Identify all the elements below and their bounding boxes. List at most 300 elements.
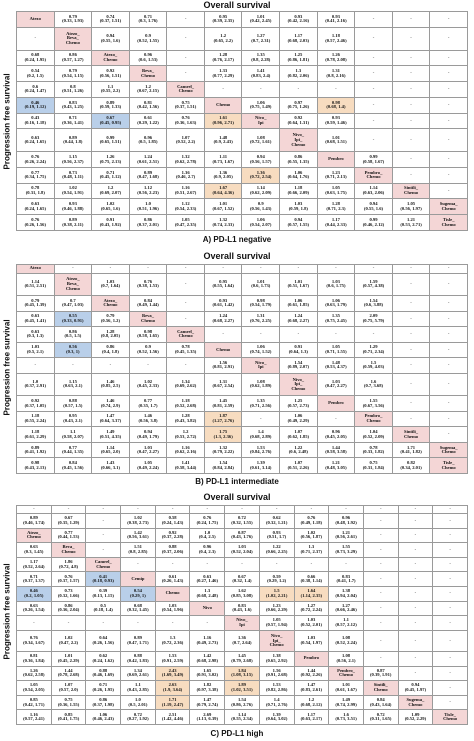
matrix-cell — [242, 50, 280, 66]
matrix-cell — [17, 82, 55, 98]
matrix-cell — [92, 265, 130, 274]
cell-text: 0.77 — [31, 169, 40, 175]
cell-text: (0.57, 1.94) — [265, 621, 288, 627]
cell-text: (0.43, 2.85) — [127, 686, 149, 692]
matrix-cell — [17, 273, 55, 296]
cell-text: - — [449, 605, 451, 611]
cell-text: Chemo — [141, 72, 156, 78]
matrix-cell — [92, 27, 130, 50]
cell-text: 0.94 — [144, 428, 153, 434]
matrix-cell — [17, 506, 52, 514]
cell-text: - — [410, 172, 412, 178]
matrix-cell — [317, 273, 355, 296]
cell-text: 1.09 — [411, 711, 420, 717]
cell-text: 0.79 — [31, 297, 40, 303]
matrix-cell — [54, 50, 92, 66]
matrix-cell — [167, 183, 205, 199]
matrix-cell — [433, 601, 468, 616]
panel-c-title: Overall survival — [203, 492, 271, 502]
cell-text: (0.61, 1.67) — [335, 686, 357, 692]
matrix-cell — [129, 442, 167, 458]
cell-text: - — [33, 619, 35, 625]
cell-text: (0.86, 1.81) — [287, 56, 310, 62]
cell-text: 1.34 — [181, 378, 190, 384]
matrix-cell — [17, 373, 55, 396]
matrix-cell — [392, 66, 430, 82]
matrix-cell — [259, 666, 294, 681]
cell-text: (0.58, 3.58) — [325, 449, 347, 455]
matrix-cell — [204, 373, 242, 396]
matrix-cell — [392, 129, 430, 152]
matrix-cell — [280, 427, 318, 443]
matrix-cell — [17, 601, 52, 616]
cell-text: 0.83 — [342, 573, 351, 579]
cell-text: Sugema_ — [439, 444, 458, 450]
matrix-cell — [398, 543, 433, 558]
cell-text: (0.44, 1.53) — [57, 534, 80, 540]
matrix-cell — [17, 311, 55, 327]
cell-text: (0.34, 1.67) — [23, 639, 45, 645]
cell-text: (0.59, 4.03) — [362, 364, 385, 370]
matrix-cell — [86, 630, 121, 651]
cell-text: (0.49, 2.73) — [196, 639, 218, 645]
cell-text: 1.31 — [331, 68, 340, 74]
cell-text: (0.66, 2.25) — [265, 549, 288, 554]
cell-text: (0.74, 1.52) — [250, 348, 272, 354]
cell-text: Chemo — [269, 642, 284, 648]
matrix-cell — [242, 296, 280, 312]
cell-text: (0.62, 2.16) — [174, 449, 197, 455]
matrix-cell — [317, 199, 355, 215]
cell-text: Beva_ — [66, 281, 79, 286]
matrix-cell — [155, 601, 190, 616]
cell-text: 0.78 — [181, 344, 190, 350]
matrix-cell — [190, 557, 225, 572]
cell-text: - — [447, 117, 450, 123]
matrix-cell — [17, 427, 55, 443]
cell-text: 1.28 — [331, 201, 340, 207]
treatment-label-cell — [86, 557, 121, 572]
cell-text: 1.1 — [343, 617, 349, 623]
matrix-cell — [86, 681, 121, 696]
cell-text: Atezo_ — [103, 297, 118, 303]
matrix-cell — [363, 543, 398, 558]
matrix-cell — [54, 442, 92, 458]
cell-text: 1.03 — [307, 635, 316, 641]
cell-text: 1.36 — [219, 169, 228, 175]
cell-text: (0.62, 1.89) — [250, 383, 272, 389]
treatment-label-cell — [294, 651, 329, 666]
matrix-cell — [259, 528, 294, 543]
cell-text: (0.52, 2.09) — [362, 433, 385, 439]
cell-text: (0.29, 1.22) — [137, 119, 159, 125]
cell-text: (0.53, 2.71) — [400, 221, 422, 227]
matrix-cell — [398, 651, 433, 666]
cell-text: 0.6 — [32, 83, 39, 89]
treatment-label-cell — [242, 113, 280, 129]
cell-text: (0.86, 2.76) — [231, 701, 253, 707]
cell-text: 1.16 — [181, 185, 190, 191]
cell-text: (0.45, 1.41) — [24, 317, 46, 323]
cell-text: (0.78, 2.68) — [57, 672, 80, 678]
cell-text: 0.71 — [106, 169, 115, 175]
cell-text: (0.83, 2.4) — [251, 72, 271, 78]
cell-text: 0.71 — [99, 682, 108, 688]
cell-text: (0.79, 2.68) — [231, 657, 253, 663]
cell-text: 1.17 — [29, 559, 38, 564]
cell-text: (0.39, 2.35) — [212, 18, 234, 24]
cell-text: (0.3, 1.45) — [24, 549, 44, 554]
matrix-cell — [17, 557, 52, 572]
matrix-cell — [17, 514, 52, 529]
cell-text: - — [297, 265, 300, 271]
cell-text: 0.77 — [68, 444, 77, 450]
matrix-cell — [17, 183, 55, 199]
matrix-row — [17, 528, 468, 543]
cell-text: (0.54, 1.91) — [62, 190, 84, 196]
cell-text: 0.54 — [133, 588, 142, 594]
matrix-cell — [167, 66, 205, 82]
matrix-cell — [398, 601, 433, 616]
matrix-cell — [54, 183, 92, 199]
cell-text: (0.6, 1.73) — [251, 283, 271, 289]
matrix-cell — [190, 572, 225, 587]
cell-text: (0.7, 1.64) — [100, 283, 121, 289]
cell-text: Pembro_ — [337, 667, 355, 673]
matrix-cell — [51, 651, 86, 666]
matrix-cell — [167, 152, 205, 168]
matrix-cell — [51, 630, 86, 651]
cell-text: 1.17 — [331, 217, 340, 222]
matrix-cell — [129, 199, 167, 215]
matrix-cell — [392, 113, 430, 129]
matrix-cell — [167, 427, 205, 443]
cell-text: (0.63, 1.79) — [325, 302, 347, 308]
cell-text: (0.82, 2.06) — [287, 72, 310, 78]
cell-text: (0.9, 2.43) — [213, 139, 233, 145]
cell-text: (0.32, 1.66) — [57, 592, 80, 598]
cell-text: 0.59 — [272, 573, 281, 579]
matrix-cell — [363, 586, 398, 601]
cell-text: (0.36, 1.84) — [23, 657, 45, 663]
matrix-cell — [433, 506, 468, 514]
matrix-cell — [155, 506, 190, 514]
cell-text: 0.39 — [99, 588, 108, 594]
cell-text: - — [372, 70, 375, 76]
cell-text: Pembro — [328, 400, 344, 406]
matrix-cell — [225, 586, 260, 601]
cell-text: Chemo — [103, 302, 118, 308]
cell-text: (0.46, 2.43) — [92, 716, 114, 722]
cell-text: (0.31, 1.84) — [362, 464, 385, 470]
cell-text: - — [372, 101, 375, 107]
matrix-cell — [17, 97, 55, 113]
cell-text: - — [449, 546, 451, 552]
cell-text: (0.44, 1.35) — [62, 449, 84, 455]
cell-text: (0.8, 2.16) — [326, 72, 346, 78]
matrix-cell — [259, 557, 294, 572]
matrix-cell — [204, 152, 242, 168]
cell-text: - — [102, 517, 104, 523]
cell-text: 1.33 — [219, 68, 228, 74]
cell-text: 0.68 — [31, 52, 40, 58]
cell-text: (0.69, 2.07) — [99, 190, 122, 196]
cell-text: (0.51, 2.67) — [174, 190, 197, 196]
cell-text: 1.14 — [369, 185, 378, 191]
cell-text: (0.61, 1.42) — [212, 302, 234, 308]
cell-text: Ipi_ — [294, 381, 303, 387]
cell-text: 0.85 — [64, 711, 73, 717]
cell-text: 0.98 — [31, 460, 40, 466]
cell-text: 1.36 — [256, 169, 265, 175]
cell-text: - — [137, 561, 139, 567]
cell-text: (0.84, 2.76) — [250, 449, 272, 455]
matrix-cell — [294, 630, 329, 651]
matrix-cell — [190, 710, 225, 725]
matrix-cell — [355, 82, 393, 98]
cell-text: 1.16 — [181, 444, 190, 450]
cell-text: 1.64 — [307, 588, 316, 594]
cell-text: Ipi_ — [294, 136, 303, 142]
cell-text: (0.51, 1.96) — [137, 205, 159, 211]
matrix-cell — [433, 543, 468, 558]
cell-text: (0.48, 3.05) — [325, 464, 347, 470]
cell-text: 1.01 — [342, 682, 351, 688]
cell-text: 1.0 — [204, 529, 211, 535]
matrix-cell — [430, 152, 468, 168]
matrix-cell — [280, 82, 318, 98]
matrix-cell — [294, 601, 329, 616]
treatment-label-cell — [17, 528, 52, 543]
cell-text: (0.41, 1.7) — [336, 578, 356, 584]
matrix-cell — [355, 311, 393, 327]
cell-text: 1.28 — [106, 328, 115, 334]
cell-text: (0.91, 2.68) — [265, 672, 288, 678]
matrix-cell — [204, 183, 242, 199]
cell-text: 1.01 — [294, 278, 303, 284]
panel-pdl1-intermediate — [0, 248, 474, 488]
cell-text: (1.19, 2.47) — [161, 701, 184, 707]
cell-text: (0.68, 2.27) — [287, 317, 310, 323]
matrix-cell — [121, 514, 156, 529]
matrix-cell — [392, 442, 430, 458]
matrix-cell — [430, 427, 468, 443]
cell-text: (0.64, 1.76) — [287, 174, 310, 180]
cell-text: 1.27 — [307, 602, 316, 608]
cell-text: 1.16 — [29, 711, 38, 717]
matrix-cell — [329, 528, 364, 543]
cell-text: (0.6, 1.53) — [138, 56, 158, 62]
cell-text: - — [449, 532, 451, 538]
treatment-label-cell — [92, 296, 130, 312]
matrix-cell — [86, 601, 121, 616]
matrix-cell — [317, 342, 355, 358]
cell-text: (0.56, 2.61) — [335, 534, 357, 540]
matrix-cell — [317, 358, 355, 374]
matrix-cell — [363, 514, 398, 529]
matrix-cell — [17, 342, 55, 358]
matrix-cell — [430, 396, 468, 412]
cell-text: (0.24, 1.65) — [24, 205, 46, 211]
cell-text: 0.91 — [106, 217, 115, 222]
cell-text: - — [345, 506, 347, 512]
cell-text: 0.62 — [99, 653, 108, 659]
cell-text: Ipi — [239, 621, 245, 627]
cell-text: 1.14 — [31, 278, 40, 284]
cell-text: (0.45, 1.39) — [24, 302, 46, 308]
matrix-cell — [329, 681, 364, 696]
cell-text: Chemo — [103, 56, 118, 62]
matrix-cell — [225, 506, 260, 514]
matrix-cell — [190, 543, 225, 558]
cell-text: - — [184, 16, 187, 22]
treatment-label-cell — [54, 273, 92, 296]
cell-text: (0.82, 2.86) — [265, 686, 288, 692]
cell-text: (0.75, 1.49) — [250, 104, 272, 110]
cell-text: Beva_ — [142, 68, 155, 74]
treatment-label-cell — [190, 601, 225, 616]
cell-text: - — [34, 35, 37, 41]
cell-text: 0.92 — [106, 68, 115, 74]
cell-text: 0.79 — [68, 13, 77, 19]
cell-text: (0.47, 1.68) — [137, 174, 159, 180]
cell-text: 1.06 — [256, 217, 265, 222]
cell-text: - — [449, 699, 451, 705]
cell-text: 1.01 — [256, 278, 265, 284]
cell-text: 0.61 — [168, 573, 177, 579]
cell-text: (0.75, 2.13) — [99, 158, 122, 164]
cell-text: 1.29 — [369, 344, 378, 350]
cell-text: (0.42, 2.45) — [250, 18, 272, 24]
matrix-row — [17, 82, 468, 98]
cell-text: 1.31 — [219, 378, 228, 384]
matrix-cell — [121, 651, 156, 666]
cell-text: (0.85, 2.5) — [100, 383, 121, 389]
cell-text: (0.44, 2.33) — [325, 221, 347, 227]
matrix-cell — [86, 572, 121, 587]
matrix-cell — [54, 167, 92, 183]
cell-text: 1.3 — [295, 68, 302, 74]
cell-text: 1.07 — [181, 134, 190, 140]
cell-text: 0.62 — [272, 515, 281, 521]
matrix-cell — [398, 666, 433, 681]
cell-text: 2.43 — [168, 667, 177, 673]
matrix-cell — [317, 82, 355, 98]
cell-text: 1.86 — [64, 559, 73, 564]
treatment-label-cell — [363, 681, 398, 696]
matrix-cell — [225, 601, 260, 616]
cell-text: (0.56, 3.8) — [138, 418, 158, 424]
cell-text: - — [447, 156, 450, 162]
matrix-row — [17, 129, 468, 152]
cell-text: - — [372, 265, 375, 271]
cell-text: - — [372, 117, 375, 123]
matrix-cell — [242, 273, 280, 296]
matrix-cell — [17, 27, 55, 50]
cell-text: (0.58, 1.65) — [137, 333, 159, 339]
cell-text: 0.64 — [99, 635, 108, 641]
matrix-cell — [190, 616, 225, 631]
cell-text: - — [449, 517, 451, 523]
cell-text: (0.38, 2.73) — [127, 519, 149, 525]
matrix-cell — [430, 113, 468, 129]
cell-text: 1.6 — [343, 711, 349, 717]
cell-text: 1.46 — [106, 397, 115, 403]
treatment-label-cell — [433, 710, 468, 725]
cell-text: 1.2 — [182, 428, 189, 434]
panel-pdl1-high — [0, 490, 474, 741]
cell-text: (0.5, 2.01) — [128, 701, 148, 707]
cell-text: 0.86 — [64, 602, 73, 608]
treatment-label-cell — [17, 12, 55, 28]
cell-text: - — [410, 281, 412, 286]
cell-text: - — [410, 35, 412, 41]
cell-text: - — [379, 561, 382, 567]
cell-text: (0.47, 1.71) — [127, 639, 149, 645]
cell-text: 0.77 — [144, 397, 153, 403]
cell-text: Beva_ — [142, 313, 155, 319]
cell-text: - — [102, 506, 104, 512]
matrix-row — [17, 12, 468, 28]
matrix-cell — [392, 458, 430, 474]
matrix-cell — [430, 97, 468, 113]
cell-text: - — [310, 561, 313, 567]
matrix-cell — [242, 183, 280, 199]
cell-text: - — [102, 619, 104, 625]
matrix-cell — [92, 358, 130, 374]
cell-text: - — [449, 619, 451, 625]
matrix-cell — [363, 630, 398, 651]
matrix-cell — [121, 601, 156, 616]
cell-text: 1.15 — [68, 378, 77, 384]
cell-text: 0.86 — [106, 344, 115, 350]
cell-text: 0.88 — [168, 544, 177, 550]
cell-text: (0.33, 1.93) — [62, 18, 84, 24]
matrix-row — [17, 514, 468, 529]
matrix-cell — [129, 215, 167, 231]
matrix-cell — [355, 97, 393, 113]
cell-text: - — [447, 70, 450, 76]
cell-text: - — [447, 362, 450, 368]
cell-text: - — [184, 35, 187, 41]
matrix-cell — [92, 167, 130, 183]
cell-text: (0.43, 3.82) — [174, 418, 197, 424]
matrix-row — [17, 342, 468, 358]
cell-text: (0.29, 1.2) — [267, 578, 287, 584]
matrix-cell — [86, 666, 121, 681]
cell-text: - — [259, 331, 262, 337]
cell-text: 1.35 — [256, 397, 265, 403]
cell-text: - — [447, 381, 450, 387]
matrix-cell — [225, 710, 260, 725]
cell-text: Chemo — [96, 563, 111, 569]
cell-text: (0.51, 4.35) — [99, 433, 122, 439]
cell-text: (0.3, 1.76) — [138, 18, 158, 24]
cell-text: 1.25 — [294, 397, 303, 403]
cell-text: - — [275, 506, 278, 512]
matrix-cell — [17, 396, 55, 412]
matrix-row — [17, 152, 468, 168]
cell-text: 1.21 — [342, 529, 351, 535]
cell-text: (0.75, 2.45) — [325, 317, 347, 323]
cell-text: - — [414, 532, 417, 538]
cell-text: 1.06 — [294, 297, 303, 303]
cell-text: (0.54, 1.15) — [62, 72, 84, 78]
matrix-cell — [204, 273, 242, 296]
matrix-cell — [129, 427, 167, 443]
cell-text: - — [372, 331, 375, 337]
cell-text: - — [449, 655, 451, 661]
